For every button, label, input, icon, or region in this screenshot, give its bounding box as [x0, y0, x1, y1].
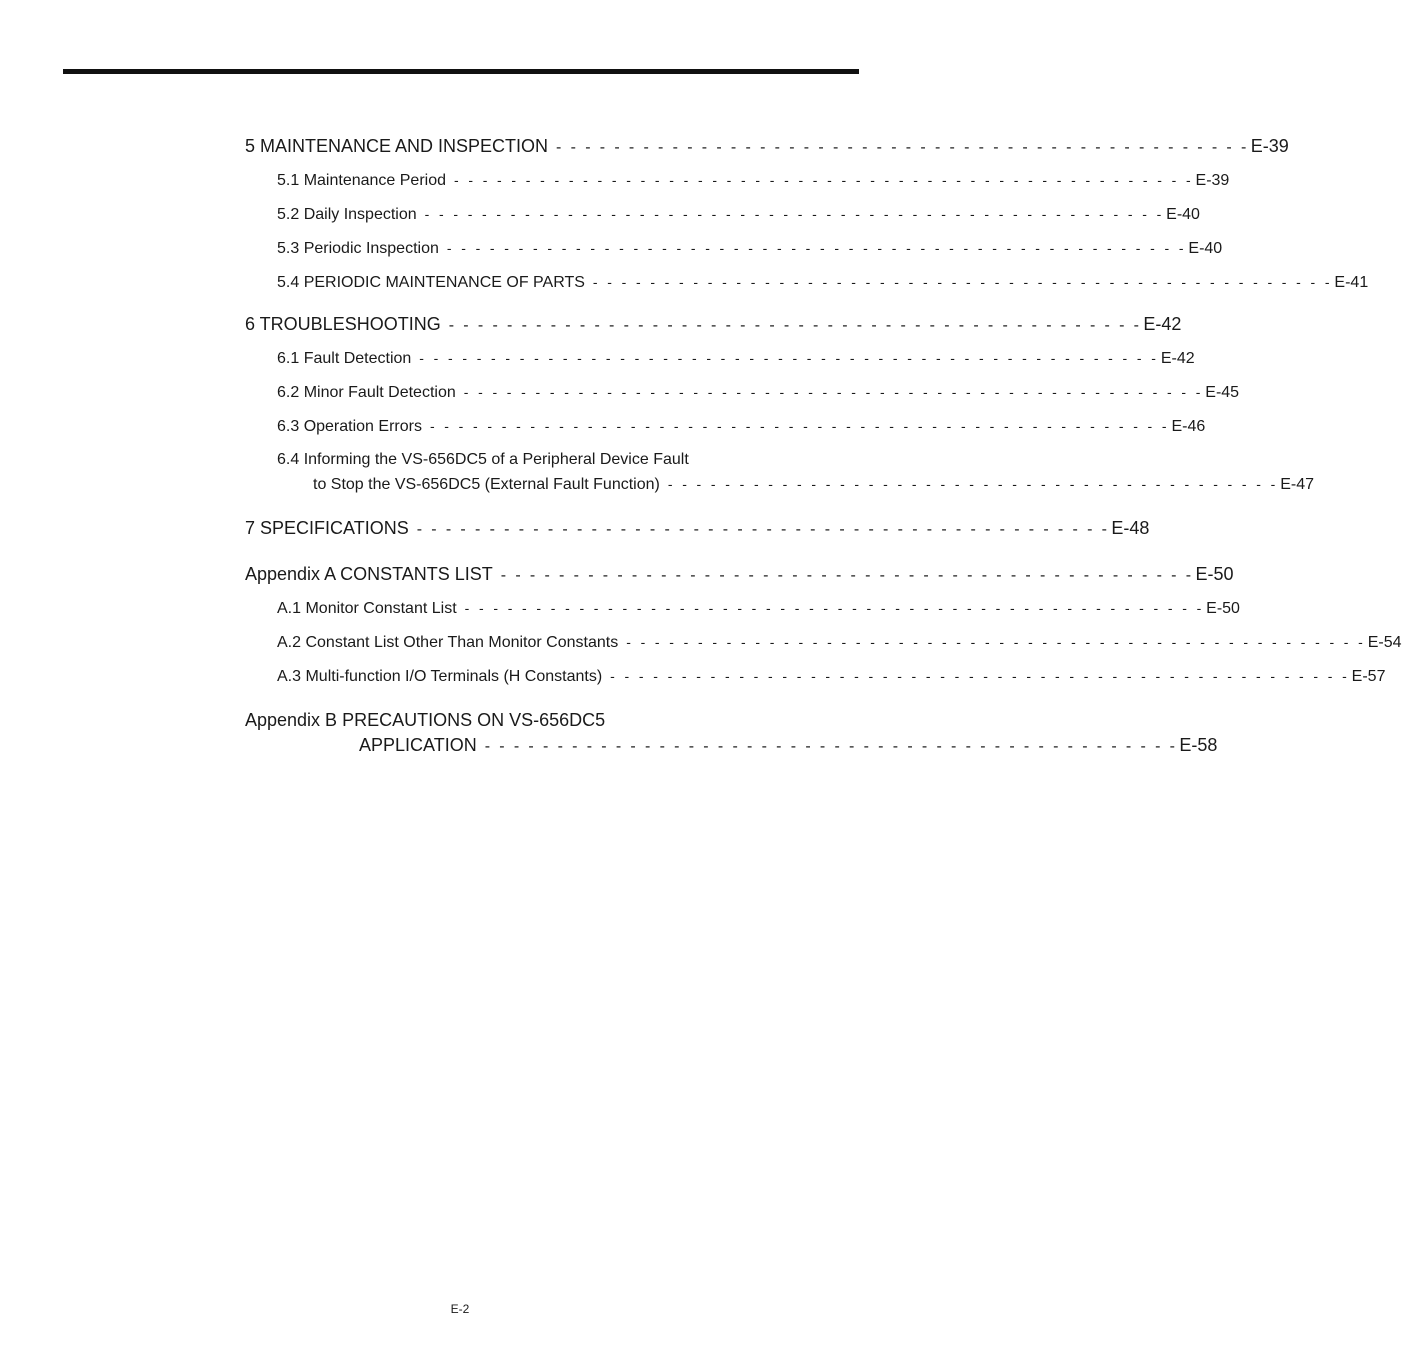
toc-entry-page: E-47: [1280, 476, 1314, 493]
leader-dots: - - - - - - - - - - - - - - - - - - - - - - - - - - - - - - - - - - - - - - - - - - - - - - - - - - - -: [626, 634, 1366, 650]
leader-dots: - - - - - - - - - - - - - - - - - - - - - - - - - - - - - - - - - - - - - - - - - - -: [667, 476, 1279, 492]
toc-entry-page: E-54: [1367, 634, 1402, 651]
toc-entry-continuation: [245, 732, 1218, 758]
leader-dots: - - - - - - - - - - - - - - - - - - - - - - - - - - - - - - - - - - - - - - - - - - - - - - - - - - - -: [419, 350, 1159, 366]
toc-entry-page: E-46: [1171, 418, 1206, 435]
toc-entry-page: E-50: [1206, 600, 1240, 617]
toc-entry-section-6-2[interactable]: [245, 381, 1240, 403]
toc-entry-title: A.2 Constant List Other Than Monitor Constants: [277, 634, 619, 651]
toc-entry-title: 6.3 Operation Errors: [277, 418, 422, 435]
toc-entry-title: A.3 Multi-function I/O Terminals (H Constants): [277, 668, 603, 685]
toc-entry-appendix-b[interactable]: [245, 707, 1218, 758]
toc-entry-title: 6.4 Informing the VS-656DC5 of a Peripheral Device Fault: [277, 451, 689, 468]
toc-entry-title: Appendix B PRECAUTIONS ON VS-656DC5: [245, 710, 606, 730]
toc-entry-page: E-40: [1166, 206, 1200, 223]
toc-entry-page: E-50: [1195, 564, 1234, 584]
toc-entry-page: E-48: [1111, 518, 1150, 538]
leader-dots: - - - - - - - - - - - - - - - - - - - - - - - - - - - - - - - - - - - - - - - - - - - - - - - - - - - -: [446, 240, 1187, 256]
toc-entry-page: E-39: [1250, 136, 1289, 156]
leader-dots: - - - - - - - - - - - - - - - - - - - - - - - - - - - - - - - - - - - - - - - - - - - - - - - - - - - -: [610, 668, 1350, 684]
leader-dots: - - - - - - - - - - - - - - - - - - - - - - - - - - - - - - - - - - - - - - - - - - - - - - - -: [556, 139, 1249, 156]
toc-entry-section-5-3[interactable]: [245, 237, 1223, 259]
page-number: E-2: [450, 1302, 470, 1316]
leader-dots: - - - - - - - - - - - - - - - - - - - - - - - - - - - - - - - - - - - - - - - - - - - - - - - -: [416, 521, 1110, 538]
leader-dots: - - - - - - - - - - - - - - - - - - - - - - - - - - - - - - - - - - - - - - - - - - - - - - - - - - - -: [424, 206, 1165, 222]
toc-entry-page: E-41: [1334, 274, 1369, 291]
toc-entry-title: 6.2 Minor Fault Detection: [277, 384, 456, 401]
toc-entry-appendix-a[interactable]: [245, 561, 1234, 587]
toc-entry-page: E-42: [1143, 314, 1182, 334]
toc-entry-page: E-58: [1179, 735, 1218, 755]
toc-entry-section-5-2[interactable]: [245, 203, 1200, 225]
toc-entry-title: 5 MAINTENANCE AND INSPECTION: [245, 136, 549, 156]
table-of-contents: [245, 133, 1402, 758]
leader-dots: - - - - - - - - - - - - - - - - - - - - - - - - - - - - - - - - - - - - - - - - - - - - - - - - - - - -: [429, 418, 1170, 434]
toc-entry-section-6-1[interactable]: [245, 347, 1195, 369]
toc-entry-title: 5.1 Maintenance Period: [277, 172, 446, 189]
toc-entry-title: 5.4 PERIODIC MAINTENANCE OF PARTS: [277, 274, 585, 291]
toc-entry-title: Appendix A CONSTANTS LIST: [245, 564, 493, 584]
toc-entry-page: E-57: [1351, 668, 1386, 685]
header-rule: [63, 69, 859, 74]
leader-dots: - - - - - - - - - - - - - - - - - - - - - - - - - - - - - - - - - - - - - - - - - - - - - - - - - - - -: [464, 600, 1205, 616]
leader-dots: - - - - - - - - - - - - - - - - - - - - - - - - - - - - - - - - - - - - - - - - - - - - - - - - - - - -: [592, 274, 1333, 290]
toc-entry-page: E-40: [1188, 240, 1223, 257]
toc-entry-page: E-39: [1195, 172, 1230, 189]
leader-dots: - - - - - - - - - - - - - - - - - - - - - - - - - - - - - - - - - - - - - - - - - - - - - - - -: [484, 738, 1178, 755]
toc-entry-title: 5.3 Periodic Inspection: [277, 240, 439, 257]
toc-entry-section-6-4[interactable]: [245, 449, 1314, 495]
toc-entry-chapter-7[interactable]: [245, 515, 1150, 541]
leader-dots: - - - - - - - - - - - - - - - - - - - - - - - - - - - - - - - - - - - - - - - - - - - - - - - -: [500, 567, 1194, 584]
toc-entry-chapter-6[interactable]: [245, 311, 1182, 337]
toc-entry-chapter-5[interactable]: [245, 133, 1289, 159]
leader-dots: - - - - - - - - - - - - - - - - - - - - - - - - - - - - - - - - - - - - - - - - - - - - - - - -: [448, 317, 1142, 334]
leader-dots: - - - - - - - - - - - - - - - - - - - - - - - - - - - - - - - - - - - - - - - - - - - - - - - - - - - -: [463, 384, 1204, 400]
toc-entry-section-a-2[interactable]: [245, 631, 1402, 653]
leader-dots: - - - - - - - - - - - - - - - - - - - - - - - - - - - - - - - - - - - - - - - - - - - - - - - - - - - -: [454, 172, 1194, 188]
toc-entry-title-cont: APPLICATION: [359, 735, 477, 755]
toc-entry-title: 6 TROUBLESHOOTING: [245, 314, 441, 334]
toc-entry-title: A.1 Monitor Constant List: [277, 600, 457, 617]
toc-entry-section-5-4[interactable]: [245, 271, 1369, 293]
toc-entry-title-cont: to Stop the VS-656DC5 (External Fault Function): [313, 476, 660, 493]
toc-entry-page: E-45: [1205, 384, 1240, 401]
toc-entry-section-a-3[interactable]: [245, 665, 1386, 687]
toc-entry-page: E-42: [1160, 350, 1195, 367]
toc-entry-section-6-3[interactable]: [245, 415, 1206, 437]
toc-entry-continuation: [245, 473, 1314, 495]
toc-entry-section-a-1[interactable]: [245, 597, 1240, 619]
toc-entry-title: 5.2 Daily Inspection: [277, 206, 417, 223]
toc-entry-title: 7 SPECIFICATIONS: [245, 518, 409, 538]
toc-entry-title: 6.1 Fault Detection: [277, 350, 412, 367]
toc-entry-section-5-1[interactable]: [245, 169, 1230, 191]
